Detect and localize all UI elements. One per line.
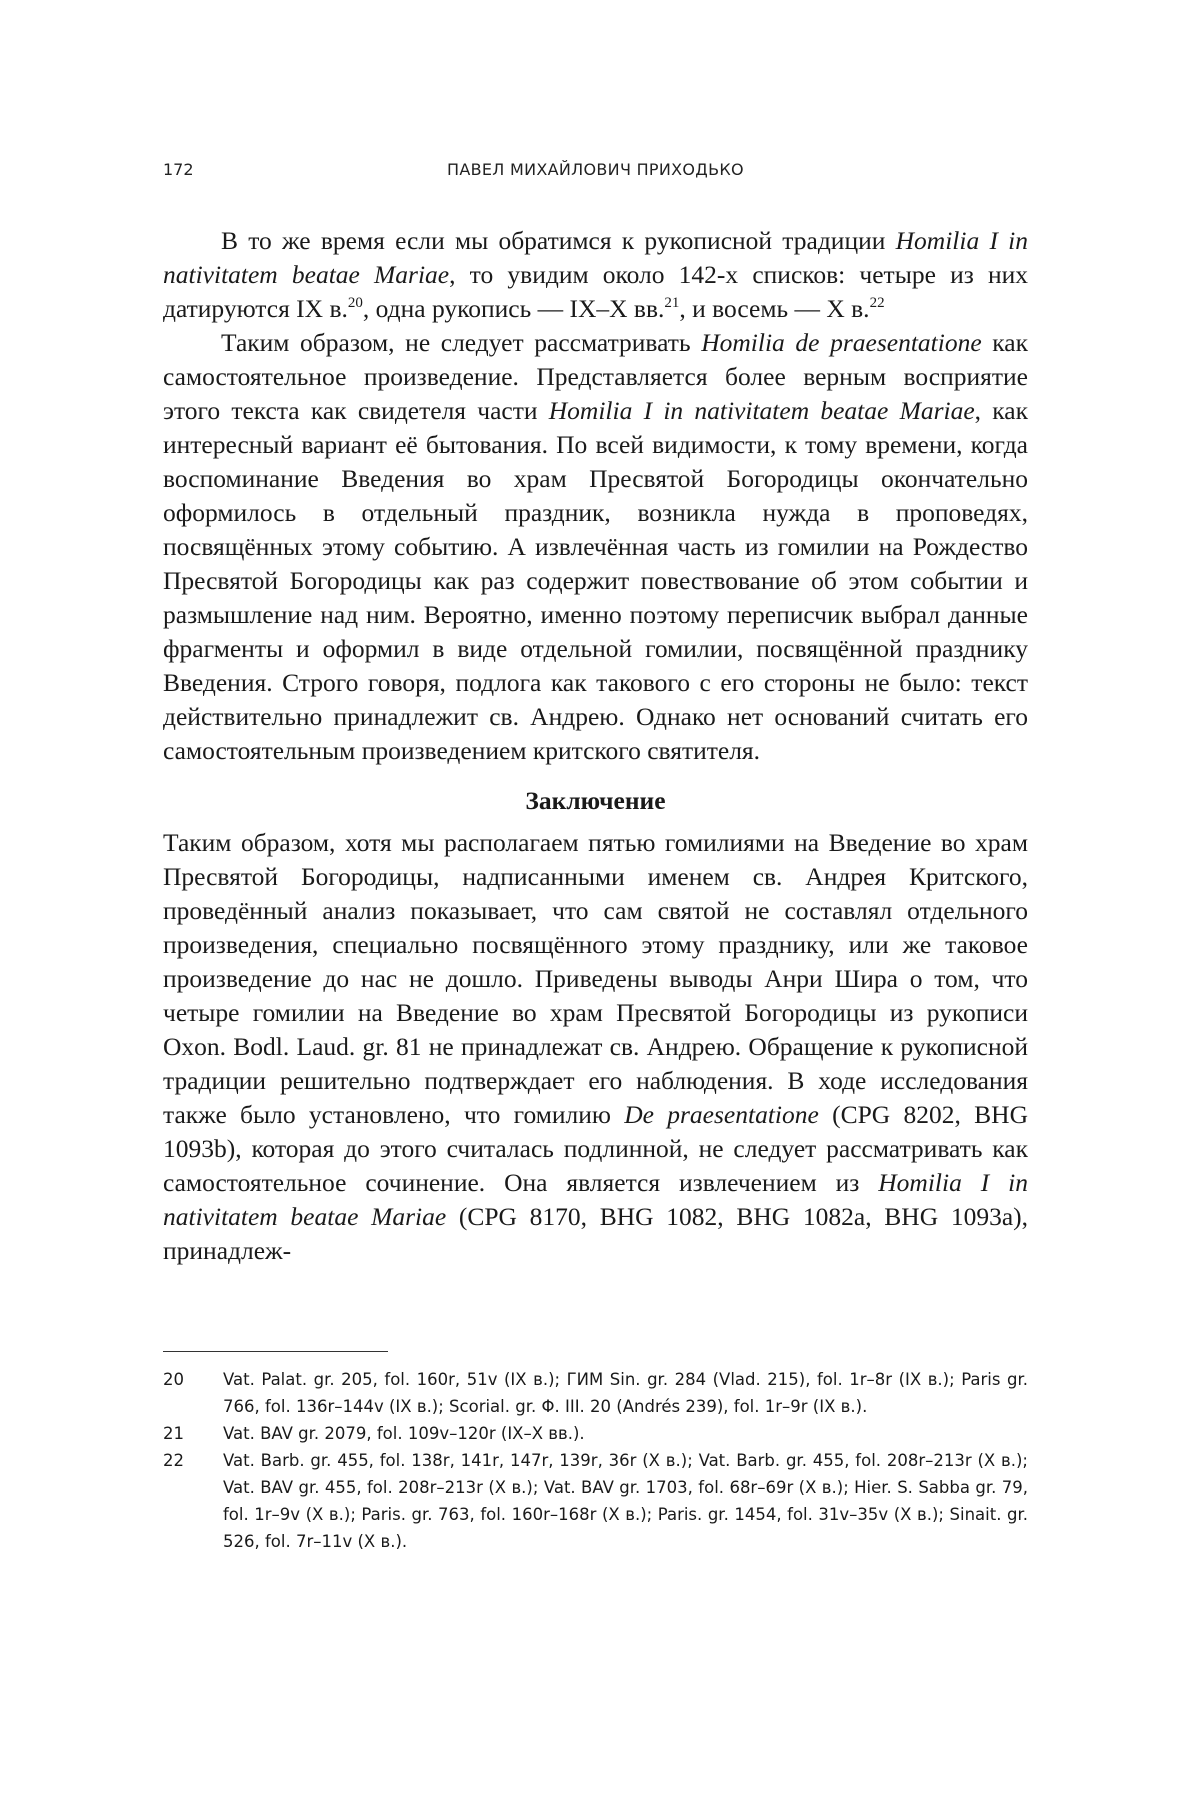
main-text [163, 224, 1028, 1268]
paragraph [163, 826, 1028, 1268]
work-title: Homilia I in nativitatem beatae Mariae [163, 226, 1028, 289]
footnote-ref[interactable]: 22 [869, 295, 885, 311]
work-title: Homilia I in nativitatem beatae Mariae [548, 396, 975, 425]
text-run: , то увидим около 142-х списков: четыре из них датируются IX в. [163, 260, 1029, 323]
footnotes [163, 1366, 1028, 1555]
footnote-text: Vat. Barb. gr. 455, fol. 138r, 141r, 147r, 139r, 36r (X в.); Vat. Barb. gr. 455, fol. 208r–213r (X в.); Vat. BAV gr. 455, fol. 208r–213r (X в.); Vat. BAV gr. 1703, fol. 68r–69r (X в.); Hier. S. Sabba gr. 79, fol. 1r–9v (X в.); Paris. gr. 763, fol. 160r–168r (X в.); Paris. gr. 1454, fol. 31v–35v (X в.); Sinait. gr. 526, fol. 7r–11v (X в.). [223, 1451, 1028, 1551]
text-run: (CPG 8202, BHG 1093b), которая до этого считалась подлинной, не следует рассматривать как самостоятельное сочинение. Она является извлечением из [163, 1100, 1029, 1197]
text-run: Таким образом, хотя мы располагаем пятью гомилиями на Введение во храм Пресвятой Богородицы, надписанными именем св. Андрея Критского, проведённый анализ показывает, что сам святой не составлял отдельного произведения, специально посвящённого этому празднику, или же таковое произведение до нас не дошло. Приведены выводы Анри Шира о том, что четыре гомилии на Введение во храм Пресвятой Богородицы из рукописи Oxon. Bodl. Laud. gr. 81 не принадлежат св. Андрею. Обращение к рукописной традиции решительно подтверждает его наблюдения. В ходе исследования также было установлено, что гомилию [163, 828, 1028, 1129]
text-run: , как интересный вариант её бытования. По всей видимости, к тому времени, когда воспоминание Введения во храм Пресвятой Богородицы окончательно оформилось в отдельный праздник, возникла нужда в проповедях, посвящённых этому событию. А извлечённая часть из гомилии на Рождество Пресвятой Богородицы как раз содержит повествование об этом событии и размышление над ним. Вероятно, именно поэтому переписчик выбрал данные фрагменты и оформил в виде отдельной гомилии, посвящённой празднику Введения. Строго говоря, подлога как такового с его стороны не было: текст действительно принадлежит св. Андрею. Однако нет оснований считать его самостоятельным произведением критского святителя. [163, 396, 1028, 765]
text-run: (CPG 8170, BHG 1082, BHG 1082a, BHG 1093a), принадлеж- [163, 1202, 1029, 1265]
work-title: De praesentatione [624, 1100, 819, 1129]
paragraph [163, 224, 1028, 326]
footnote-number: 22 [163, 1451, 184, 1470]
section-heading: Заключение [525, 786, 666, 815]
footnote-divider [163, 1351, 388, 1352]
footnote-number: 20 [163, 1370, 184, 1389]
footnote-ref[interactable]: 20 [347, 295, 363, 311]
paragraph [163, 326, 1028, 768]
footnote [163, 1447, 1028, 1555]
text-run: как самостоятельное произведение. Представляется более верным восприятие этого текста как свидетеля части [163, 328, 1029, 425]
running-head-author: ПАВЕЛ МИХАЙЛОВИЧ ПРИХОДЬКО [447, 160, 744, 179]
footnote-ref[interactable]: 21 [664, 295, 680, 311]
footnote-number: 21 [163, 1424, 184, 1443]
text-run: В то же время если мы обратимся к рукописной традиции [221, 226, 896, 255]
footnote-text: Vat. BAV gr. 2079, fol. 109v–120r (IX–X вв.). [223, 1424, 585, 1443]
text-run: Таким образом, не следует рассматривать [221, 328, 702, 357]
footnote [163, 1366, 1028, 1420]
text-run: , одна рукопись — IX–X вв. [362, 294, 665, 323]
footnote [163, 1420, 1028, 1447]
footnote-text: Vat. Palat. gr. 205, fol. 160r, 51v (IX в.); ГИМ Sin. gr. 284 (Vlad. 215), fol. 1r–8r (IX в.); Paris gr. 766, fol. 136r–144v (IX в.); Scorial. gr. Φ. III. 20 (Andrés 239), fol. 1r–9r (IX в.). [223, 1370, 1028, 1416]
running-head [163, 160, 1028, 184]
text-run: , и восемь — X в. [679, 294, 870, 323]
work-title: Homilia de praesentatione [701, 328, 982, 357]
work-title: Homilia I in nativitatem beatae Mariae [163, 1168, 1028, 1231]
page-number: 172 [163, 160, 194, 179]
